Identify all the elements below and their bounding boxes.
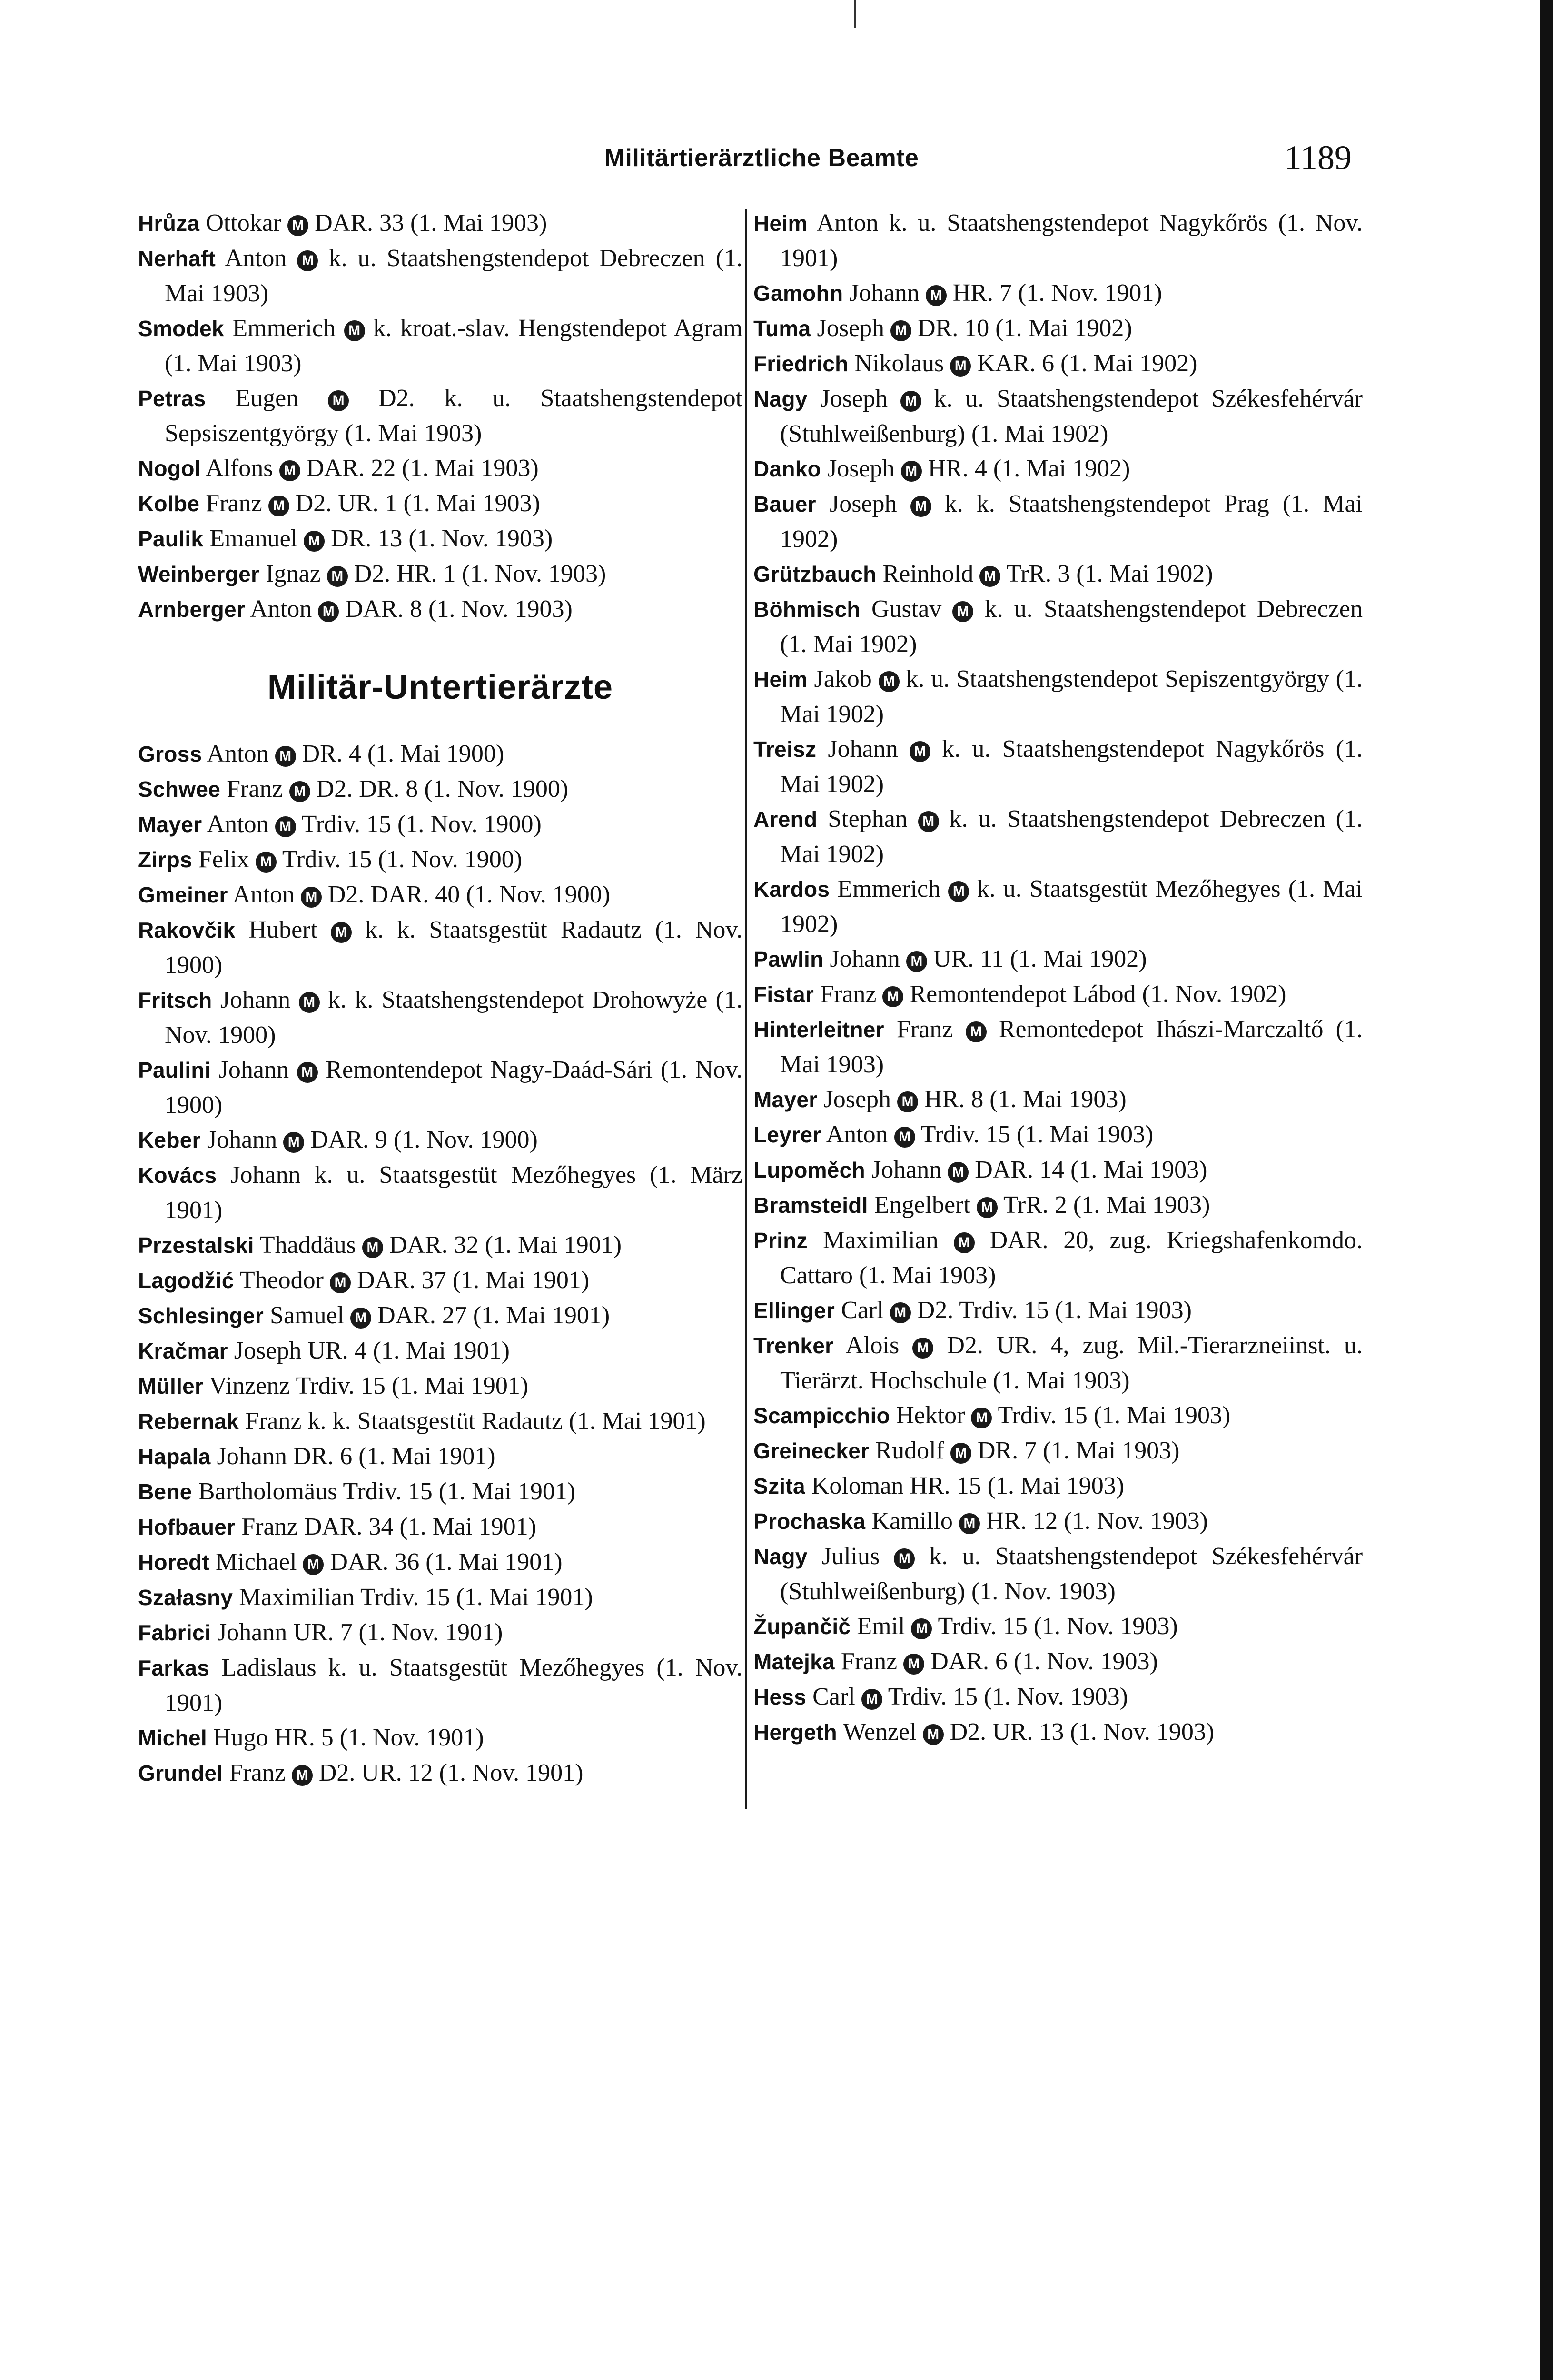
entry-details: Johann M HR. 7 (1. Nov. 1901) (849, 279, 1162, 307)
m-circle-icon: M (297, 250, 318, 271)
m-circle-icon: M (894, 1127, 915, 1148)
m-circle-icon: M (890, 1302, 911, 1323)
entry-surname: Arend (753, 807, 818, 832)
entry-surname: Hapala (138, 1444, 211, 1469)
entry-details: Gustav M k. u. Staatshengstendepot Debreczen (1. Mai 1902) (780, 595, 1363, 658)
entry-details: Johann UR. 7 (1. Nov. 1901) (217, 1619, 503, 1646)
entry-details: Bartholomäus Trdiv. 15 (1. Mai 1901) (198, 1478, 576, 1505)
list-item (753, 802, 1363, 872)
entry-details: Hubert M k. k. Staatsgestüt Radautz (1. Nov. 1900) (165, 916, 742, 979)
m-circle-icon: M (299, 992, 320, 1013)
entry-surname: Trenker (753, 1333, 834, 1358)
entry-surname: Fritsch (138, 988, 212, 1012)
entry-details: Anton M DAR. 8 (1. Nov. 1903) (250, 595, 573, 623)
entry-surname: Heim (753, 667, 808, 692)
list-item (138, 1755, 742, 1791)
entry-surname: Bene (138, 1479, 192, 1504)
m-circle-icon: M (268, 496, 289, 516)
list-item (138, 1509, 742, 1545)
m-circle-icon: M (861, 1689, 882, 1710)
entry-surname: Pawlin (753, 947, 824, 972)
list-item (753, 1468, 1363, 1504)
entry-surname: Michel (138, 1726, 207, 1750)
entry-surname: Rakovčik (138, 918, 236, 942)
entry-details: Engelbert M TrR. 2 (1. Mai 1903) (874, 1191, 1210, 1219)
list-item (138, 1474, 742, 1509)
list-item (138, 1615, 742, 1650)
left-entries-top (138, 206, 742, 627)
m-circle-icon: M (894, 1548, 915, 1569)
list-item (753, 311, 1363, 346)
list-item (138, 877, 742, 912)
entry-surname: Horedt (138, 1550, 210, 1575)
entry-details: Johann M DAR. 9 (1. Nov. 1900) (207, 1126, 538, 1153)
list-item (138, 486, 742, 521)
entry-details: Anton M DR. 4 (1. Mai 1900) (207, 740, 504, 767)
entry-surname: Treisz (753, 737, 817, 762)
entry-surname: Arnberger (138, 597, 246, 622)
list-item (753, 662, 1363, 732)
list-item (138, 1333, 742, 1368)
entry-details: Joseph M HR. 4 (1. Mai 1902) (827, 455, 1130, 482)
entry-surname: Kračmar (138, 1339, 228, 1363)
entry-surname: Mayer (753, 1087, 818, 1112)
m-circle-icon: M (318, 601, 339, 622)
entry-surname: Prinz (753, 1228, 808, 1253)
list-item (753, 1539, 1363, 1609)
list-item (753, 276, 1363, 311)
entry-details: Franz M Remontendepot Lábod (1. Nov. 1902) (820, 981, 1286, 1008)
m-circle-icon: M (950, 356, 971, 377)
m-circle-icon: M (330, 1272, 351, 1293)
entry-surname: Ellinger (753, 1298, 835, 1323)
list-item (753, 1715, 1363, 1750)
m-circle-icon: M (289, 781, 310, 802)
entry-surname: Nerhaft (138, 246, 216, 271)
entry-details: Carl M Trdiv. 15 (1. Nov. 1903) (812, 1683, 1128, 1710)
entry-surname: Przestalski (138, 1233, 254, 1258)
list-item (753, 1609, 1363, 1644)
entry-details: Anton M Trdiv. 15 (1. Mai 1903) (826, 1121, 1154, 1148)
entry-surname: Gross (138, 742, 202, 766)
entry-details: Ottokar M DAR. 33 (1. Mai 1903) (206, 209, 547, 237)
m-circle-icon: M (297, 1062, 318, 1083)
list-item (138, 556, 742, 592)
column-divider (745, 209, 747, 1809)
entry-details: Eugen M D2. k. u. Staatshengstendepot Sepsiszentgyörgy (1. Mai 1903) (165, 385, 743, 447)
list-item (753, 1223, 1363, 1293)
list-item (753, 1328, 1363, 1398)
list-item (753, 1433, 1363, 1468)
entry-details: Johann M k. u. Staatshengstendepot Nagykőrös (1. Mai 1902) (780, 735, 1363, 798)
entry-details: Franz M D2. DR. 8 (1. Nov. 1900) (227, 775, 569, 803)
entry-details: Franz M Remontedepot Ihászi-Marczaltő (1. Mai 1903) (780, 1016, 1363, 1078)
entry-details: Wenzel M D2. UR. 13 (1. Nov. 1903) (842, 1718, 1215, 1745)
list-item (753, 977, 1363, 1012)
right-column (753, 206, 1363, 1750)
entry-surname: Fistar (753, 982, 814, 1007)
entry-details: Nikolaus M KAR. 6 (1. Mai 1902) (854, 350, 1197, 377)
entry-details: Emmerich M k. u. Staatsgestüt Mezőhegyes (1. Mai 1902) (780, 875, 1363, 938)
entry-surname: Hofbauer (138, 1515, 236, 1539)
entry-details: Kamillo M HR. 12 (1. Nov. 1903) (871, 1507, 1208, 1535)
entry-surname: Farkas (138, 1656, 210, 1680)
m-circle-icon: M (971, 1408, 992, 1428)
m-circle-icon: M (890, 320, 911, 341)
entry-details: Carl M D2. Trdiv. 15 (1. Mai 1903) (841, 1297, 1192, 1324)
page-number: 1189 (1284, 139, 1352, 177)
entry-surname: Nogol (138, 456, 201, 481)
list-item (138, 912, 742, 982)
entry-details: Anton M D2. DAR. 40 (1. Nov. 1900) (232, 881, 611, 908)
entry-details: Johann M UR. 11 (1. Mai 1902) (830, 945, 1147, 972)
list-item (138, 1298, 742, 1333)
m-circle-icon: M (979, 566, 1000, 587)
list-item (753, 1188, 1363, 1223)
entry-surname: Kolbe (138, 491, 200, 516)
m-circle-icon: M (301, 887, 322, 908)
list-item (138, 206, 742, 241)
list-item (138, 451, 742, 486)
m-circle-icon: M (900, 391, 921, 412)
list-item (138, 807, 742, 842)
entry-details: Rudolf M DR. 7 (1. Mai 1903) (875, 1437, 1180, 1464)
list-item (753, 346, 1363, 381)
entry-details: Maximilian M DAR. 20, zug. Kriegshafenkomdo. Cattaro (1. Mai 1903) (780, 1227, 1363, 1289)
entry-surname: Danko (753, 456, 821, 481)
entry-details: Johann M DAR. 14 (1. Mai 1903) (871, 1156, 1207, 1183)
entry-surname: Böhmisch (753, 597, 861, 622)
m-circle-icon: M (350, 1308, 371, 1329)
entry-surname: Gmeiner (138, 883, 228, 907)
entry-details: Johann M Remontendepot Nagy-Daád-Sári (1. Nov. 1900) (165, 1056, 742, 1119)
m-circle-icon: M (292, 1765, 313, 1786)
m-circle-icon: M (959, 1513, 980, 1534)
m-circle-icon: M (906, 951, 927, 972)
left-column (138, 206, 742, 1791)
entry-details: Johann M k. k. Staatshengstendepot Drohowyże (1. Nov. 1900) (165, 986, 743, 1049)
scan-edge (1540, 0, 1553, 2380)
entry-surname: Hinterleitner (753, 1017, 884, 1042)
entry-surname: Petras (138, 386, 206, 411)
list-item (138, 772, 742, 807)
entry-details: Franz M D2. UR. 1 (1. Mai 1903) (206, 490, 540, 517)
entry-details: Ignaz M D2. HR. 1 (1. Nov. 1903) (266, 560, 606, 587)
list-item (753, 592, 1363, 662)
entry-details: Julius M k. u. Staatshengstendepot Székesfehérvár (Stuhlweißenburg) (1. Nov. 1903) (780, 1543, 1363, 1605)
entry-details: Anton M k. u. Staatshengstendepot Debreczen (1. Mai 1903) (165, 245, 743, 307)
right-entries (753, 206, 1363, 1750)
list-item (138, 311, 742, 381)
list-item (753, 1293, 1363, 1328)
entry-surname: Hrůza (138, 211, 200, 236)
m-circle-icon: M (275, 816, 296, 837)
entry-surname: Prochaska (753, 1509, 866, 1534)
list-item (753, 381, 1363, 451)
entry-surname: Župančič (753, 1614, 851, 1639)
entry-surname: Szałasny (138, 1585, 233, 1610)
list-item (753, 1117, 1363, 1152)
list-item (138, 1404, 742, 1439)
entry-details: Stephan M k. u. Staatshengstendepot Debreczen (1. Mai 1902) (780, 805, 1363, 868)
m-circle-icon: M (954, 1232, 975, 1253)
list-item (138, 1650, 742, 1720)
scan-mark (854, 0, 856, 28)
entry-details: Felix M Trdiv. 15 (1. Nov. 1900) (198, 846, 523, 873)
entry-details: Joseph M k. k. Staatshengstendepot Prag (1. Mai 1902) (780, 490, 1363, 553)
entry-surname: Schlesinger (138, 1303, 264, 1328)
m-circle-icon: M (275, 746, 296, 767)
left-entries-bottom (138, 736, 742, 1791)
entry-surname: Paulini (138, 1058, 211, 1082)
list-item (138, 521, 742, 556)
m-circle-icon: M (911, 1618, 932, 1639)
list-item (753, 942, 1363, 977)
entry-details: Samuel M DAR. 27 (1. Mai 1901) (270, 1302, 610, 1329)
list-item (753, 732, 1363, 802)
m-circle-icon: M (303, 1554, 324, 1575)
entry-surname: Kovács (138, 1163, 217, 1188)
entry-surname: Hergeth (753, 1720, 837, 1745)
m-circle-icon: M (912, 1338, 933, 1359)
list-item (138, 736, 742, 772)
m-circle-icon: M (952, 601, 973, 622)
m-circle-icon: M (287, 215, 308, 236)
list-item (138, 1545, 742, 1580)
list-item (138, 592, 742, 627)
entry-surname: Schwee (138, 777, 221, 802)
entry-details: Emil M Trdiv. 15 (1. Nov. 1903) (857, 1613, 1178, 1640)
list-item (138, 842, 742, 877)
entry-details: Franz M DAR. 6 (1. Nov. 1903) (841, 1648, 1158, 1675)
m-circle-icon: M (344, 320, 365, 341)
m-circle-icon: M (256, 852, 277, 873)
m-circle-icon: M (977, 1197, 998, 1218)
entry-details: Vinzenz Trdiv. 15 (1. Mai 1901) (209, 1372, 529, 1399)
m-circle-icon: M (910, 741, 930, 762)
entry-details: Thaddäus M DAR. 32 (1. Mai 1901) (259, 1231, 622, 1259)
list-item (138, 1228, 742, 1263)
list-item (753, 451, 1363, 486)
entry-surname: Greinecker (753, 1438, 870, 1463)
entry-details: Joseph M HR. 8 (1. Mai 1903) (823, 1086, 1127, 1113)
entry-surname: Heim (753, 211, 808, 236)
m-circle-icon: M (327, 566, 348, 587)
entry-details: Johann DR. 6 (1. Mai 1901) (217, 1443, 495, 1470)
entry-details: Emanuel M DR. 13 (1. Nov. 1903) (209, 525, 553, 552)
list-item (138, 241, 742, 311)
entry-surname: Keber (138, 1128, 201, 1152)
entry-details: Theodor M DAR. 37 (1. Mai 1901) (239, 1267, 590, 1294)
list-item (753, 1504, 1363, 1539)
entry-details: Koloman HR. 15 (1. Mai 1903) (811, 1472, 1125, 1499)
list-item (138, 1158, 742, 1228)
list-item (138, 1720, 742, 1755)
m-circle-icon: M (304, 531, 325, 552)
entry-details: Joseph M DR. 10 (1. Mai 1902) (817, 315, 1132, 342)
entry-surname: Friedrich (753, 351, 849, 376)
m-circle-icon: M (879, 671, 900, 692)
entry-surname: Scampicchio (753, 1403, 890, 1428)
entry-surname: Zirps (138, 847, 192, 872)
list-item (753, 872, 1363, 942)
m-circle-icon: M (283, 1132, 304, 1153)
entry-details: Alois M D2. UR. 4, zug. Mil.-Tierarzneiinst. u. Tierärzt. Hochschule (1. Mai 1903) (780, 1332, 1363, 1394)
list-item (753, 1082, 1363, 1117)
entry-details: Emmerich M k. kroat.-slav. Hengstendepot Agram (1. Mai 1903) (165, 315, 742, 377)
m-circle-icon: M (903, 1654, 924, 1675)
entry-surname: Lupoměch (753, 1158, 865, 1182)
m-circle-icon: M (897, 1091, 918, 1112)
entry-details: Hektor M Trdiv. 15 (1. Mai 1903) (896, 1402, 1231, 1429)
entry-details: Johann k. u. Staatsgestüt Mezőhegyes (1. März 1901) (165, 1161, 743, 1224)
m-circle-icon: M (331, 922, 352, 943)
entry-surname: Bauer (753, 492, 816, 516)
entry-surname: Leyrer (753, 1122, 821, 1147)
list-item (753, 1644, 1363, 1679)
entry-surname: Bramsteidl (753, 1193, 868, 1218)
entry-details: Michael M DAR. 36 (1. Mai 1901) (216, 1548, 563, 1576)
m-circle-icon: M (966, 1021, 987, 1042)
list-item (138, 1439, 742, 1474)
list-item (753, 1012, 1363, 1082)
entry-surname: Grützbauch (753, 562, 877, 586)
entry-details: Maximilian Trdiv. 15 (1. Mai 1901) (239, 1584, 593, 1611)
list-item (753, 206, 1363, 276)
m-circle-icon: M (926, 285, 947, 306)
entry-surname: Smodek (138, 316, 224, 341)
m-circle-icon: M (882, 986, 903, 1007)
entry-surname: Lagodžić (138, 1268, 234, 1293)
entry-surname: Mayer (138, 812, 202, 837)
running-head: Militärtierärztliche Beamte (604, 144, 919, 172)
entry-surname: Weinberger (138, 562, 260, 586)
entry-details: Ladislaus k. u. Staatsgestüt Mezőhegyes (1. Nov. 1901) (165, 1654, 743, 1716)
entry-surname: Rebernak (138, 1409, 239, 1434)
list-item (753, 486, 1363, 556)
list-item (753, 1398, 1363, 1433)
list-item (138, 1580, 742, 1615)
entry-details: Joseph UR. 4 (1. Mai 1901) (234, 1337, 510, 1364)
entry-details: Reinhold M TrR. 3 (1. Mai 1902) (882, 560, 1213, 587)
entry-details: Alfons M DAR. 22 (1. Mai 1903) (205, 455, 539, 482)
entry-surname: Hess (753, 1685, 807, 1709)
m-circle-icon: M (910, 496, 931, 517)
entry-details: Hugo HR. 5 (1. Nov. 1901) (213, 1724, 484, 1751)
entry-surname: Müller (138, 1374, 204, 1398)
entry-surname: Paulik (138, 526, 204, 551)
m-circle-icon: M (948, 1162, 969, 1183)
list-item (138, 1263, 742, 1298)
entry-surname: Tuma (753, 316, 811, 341)
entry-details: Anton k. u. Staatshengstendepot Nagykőrös (1. Nov. 1901) (780, 209, 1363, 272)
entry-surname: Grundel (138, 1761, 223, 1785)
entry-surname: Kardos (753, 877, 830, 902)
m-circle-icon: M (328, 390, 349, 411)
list-item (753, 1152, 1363, 1188)
list-item (753, 1679, 1363, 1715)
section-heading: Militär-Untertierärzte (267, 668, 613, 706)
list-item (138, 381, 742, 451)
entry-surname: Nagy (753, 387, 808, 411)
m-circle-icon: M (948, 881, 969, 902)
m-circle-icon: M (362, 1237, 383, 1258)
list-item (138, 1122, 742, 1158)
m-circle-icon: M (901, 461, 922, 482)
entry-surname: Gamohn (753, 281, 843, 306)
entry-details: Franz k. k. Staatsgestüt Radautz (1. Mai 1901) (245, 1408, 706, 1435)
entry-surname: Fabrici (138, 1620, 211, 1645)
entry-details: Franz M D2. UR. 12 (1. Nov. 1901) (229, 1759, 584, 1786)
entry-surname: Nagy (753, 1544, 808, 1569)
m-circle-icon: M (923, 1724, 944, 1745)
entry-surname: Matejka (753, 1649, 835, 1674)
list-item (138, 1368, 742, 1404)
list-item (753, 556, 1363, 592)
m-circle-icon: M (918, 811, 939, 832)
list-item (138, 1052, 742, 1122)
entry-details: Anton M Trdiv. 15 (1. Nov. 1900) (207, 811, 542, 838)
entry-details: Jakob M k. u. Staatshengstendepot Sepiszentgyörgy (1. Mai 1902) (780, 665, 1363, 728)
m-circle-icon: M (950, 1443, 971, 1464)
entry-details: Franz DAR. 34 (1. Mai 1901) (241, 1513, 536, 1540)
entry-details: Joseph M k. u. Staatshengstendepot Székesfehérvár (Stuhlweißenburg) (1. Mai 1902) (780, 385, 1363, 447)
m-circle-icon: M (279, 460, 300, 481)
entry-surname: Szita (753, 1474, 805, 1498)
list-item (138, 982, 742, 1052)
